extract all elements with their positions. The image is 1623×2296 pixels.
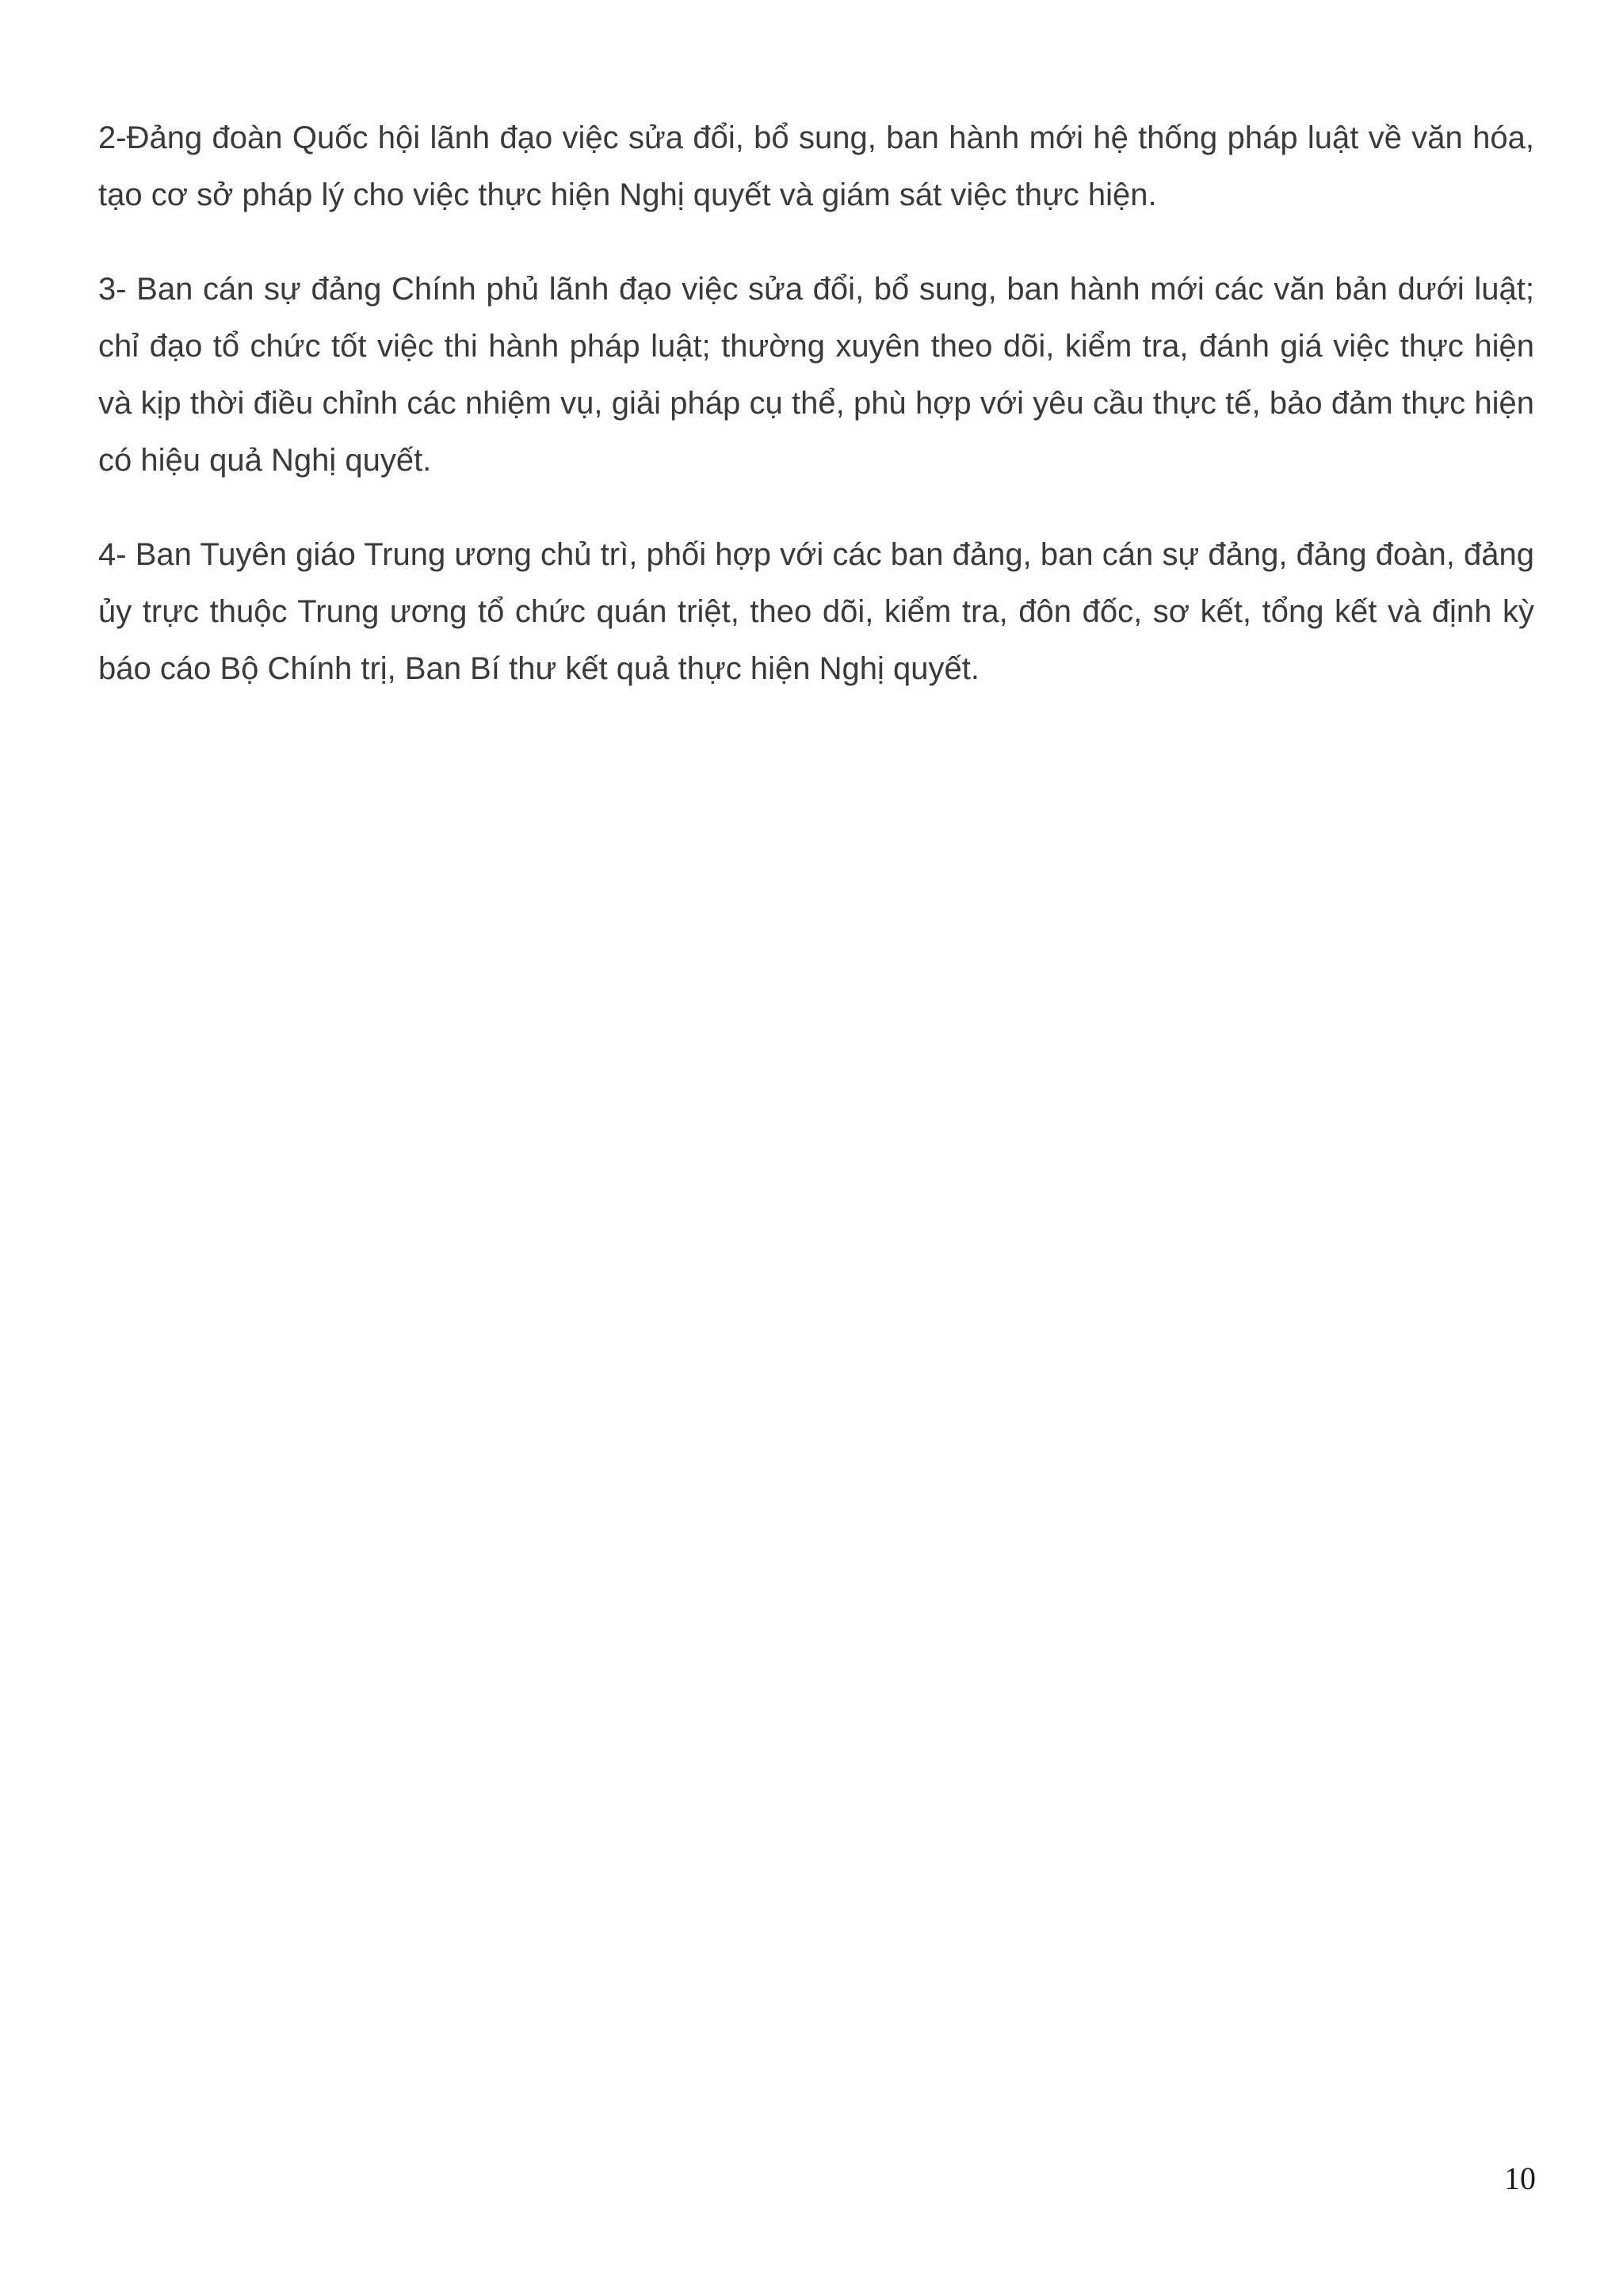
paragraph-item-3: 3- Ban cán sự đảng Chính phủ lãnh đạo việc sửa đổi, bổ sung, ban hành mới các văn bản dưới luật; chỉ đạo tổ chức tốt việc thi hành pháp luật; thường xuyên theo dõi, kiểm tra, đánh giá việc thực hiện và kịp thời điều chỉnh các nhiệm vụ, giải pháp cụ thể, phù hợp với yêu cầu thực tế, bảo đảm thực hiện có hiệu quả Nghị quyết. [98,272,1534,478]
page-number: 10 [1504,2161,1536,2196]
paragraph-item-4: 4- Ban Tuyên giáo Trung ương chủ trì, phối hợp với các ban đảng, ban cán sự đảng, đảng đoàn, đảng ủy trực thuộc Trung ương tổ chức quán triệt, theo dõi, kiểm tra, đôn đốc, sơ kết, tổng kết và định kỳ báo cáo Bộ Chính trị, Ban Bí thư kết quả thực hiện Nghị quyết. [98,537,1534,686]
paragraph-item-2: 2-Đảng đoàn Quốc hội lãnh đạo việc sửa đổi, bổ sung, ban hành mới hệ thống pháp luật về văn hóa, tạo cơ sở pháp lý cho việc thực hiện Nghị quyết và giám sát việc thực hiện. [98,120,1534,212]
document-body [98,109,1534,734]
